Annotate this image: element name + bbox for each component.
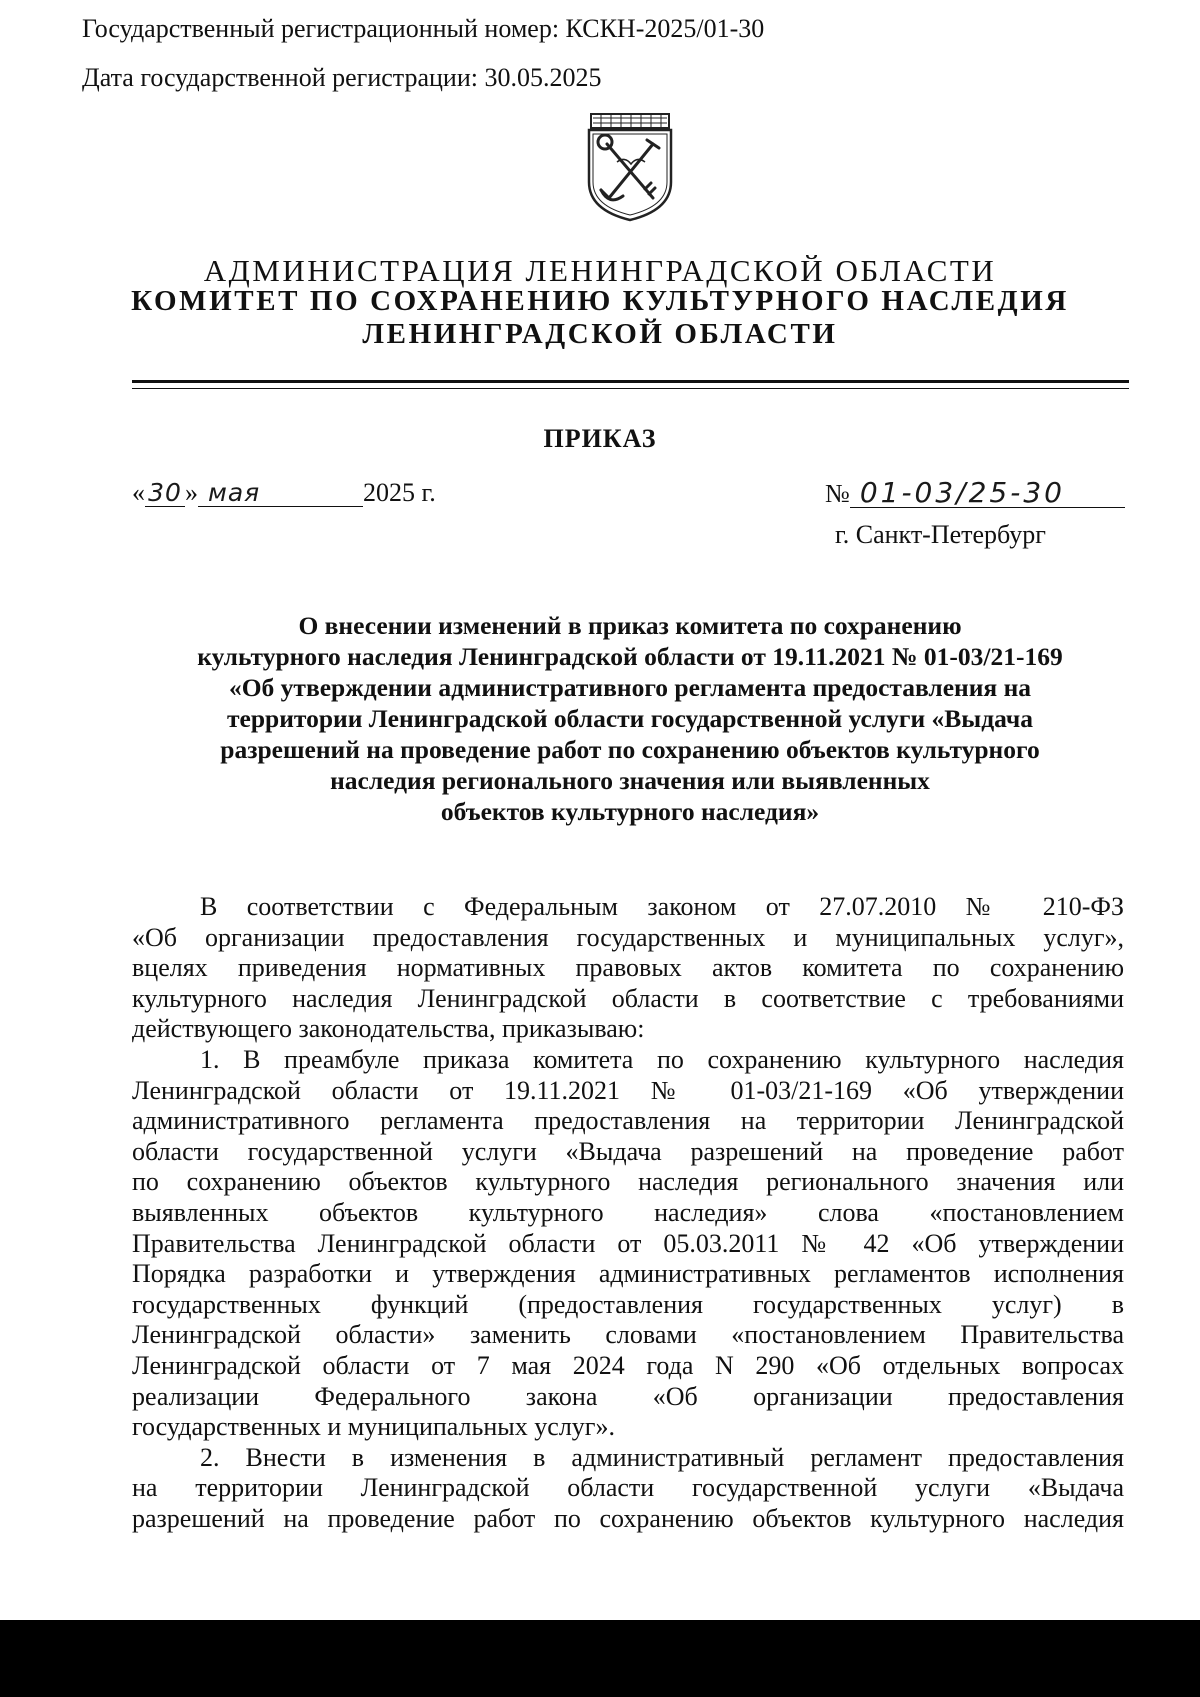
body-line: Правительства Ленинградской области от 05.03.2011 № 42 «Об утверждении: [132, 1228, 1124, 1258]
body-line: выявленных объектов культурного наследия» слова «постановлением: [132, 1197, 1124, 1227]
handwritten-day: 30: [145, 480, 185, 507]
body-line: Ленинградской области от 7 мая 2024 года N 290 «Об отдельных вопросах: [132, 1350, 1124, 1380]
body-line: государственных и муниципальных услуг».: [132, 1412, 615, 1442]
handwritten-month: мая: [198, 480, 363, 507]
body-line: культурного наследия Ленинградской области в соответствие с требованиями: [132, 983, 1124, 1013]
body-line: на территории Ленинградской области государственной услуги «Выдача: [132, 1473, 1124, 1503]
order-city: г. Санкт-Петербург: [835, 520, 1046, 549]
body-line: государственных функций (предоставления государственных услуг) в: [132, 1289, 1124, 1319]
body-line: по сохранению объектов культурного наследия регионального значения или: [132, 1167, 1124, 1197]
order-body: [132, 892, 1124, 1534]
registration-number: Государственный регистрационный номер: КСКН-2025/01-30: [82, 14, 765, 43]
subject-line: разрешений на проведение работ по сохранению объектов культурного: [220, 735, 1040, 764]
subject-line: объектов культурного наследия»: [440, 797, 820, 826]
header-rule-thin: [132, 388, 1129, 389]
header-rule-thick: [132, 380, 1129, 383]
subject-line: территории Ленинградской области государственной услуги «Выдача: [227, 704, 1033, 733]
subject-line: культурного наследия Ленинградской области от 19.11.2021 № 01-03/21-169: [197, 642, 1063, 671]
body-line: разрешений на проведение работ по сохранению объектов культурного наследия: [132, 1503, 1124, 1533]
subject-line: «Об утверждении административного регламента предоставления на: [228, 673, 1032, 702]
body-line: Ленинградской области от 19.11.2021 № 01-03/21-169 «Об утверждении: [132, 1075, 1124, 1105]
quote-open: «: [132, 478, 145, 507]
body-line: 2. Внести в изменения в административный регламент предоставления: [200, 1442, 1124, 1472]
registration-date: Дата государственной регистрации: 30.05.2025: [82, 63, 602, 92]
item-2-paragraph: [132, 1443, 1124, 1535]
scan-bottom-edge: [0, 1620, 1200, 1697]
body-line: административного регламента предоставления на территории Ленинградской: [132, 1106, 1124, 1136]
preamble-paragraph: [132, 892, 1124, 1045]
order-date: [132, 478, 436, 508]
committee-title: КОМИТЕТ ПО СОХРАНЕНИЮ КУЛЬТУРНОГО НАСЛЕДИЯ: [131, 285, 1069, 317]
body-line: Порядка разработки и утверждения административных регламентов исполнения: [132, 1259, 1124, 1289]
order-year: 2025 г.: [363, 478, 436, 507]
body-line: «Об организации предоставления государственных и муниципальных услуг»,: [132, 922, 1124, 952]
administration-title: АДМИНИСТРАЦИЯ ЛЕНИНГРАДСКОЙ ОБЛАСТИ: [203, 253, 997, 288]
coat-of-arms-icon: [583, 110, 677, 222]
subject-line: О внесении изменений в приказ комитета по сохранению: [298, 611, 962, 640]
body-line: вцелях приведения нормативных правовых актов комитета по сохранению: [132, 953, 1124, 983]
oblast-title: ЛЕНИНГРАДСКОЙ ОБЛАСТИ: [362, 318, 838, 350]
order-subject: [140, 610, 1120, 827]
body-line: В соответствии с Федеральным законом от 27.07.2010 № 210-ФЗ: [200, 892, 1124, 921]
number-label: №: [825, 479, 850, 508]
item-1-paragraph: [132, 1045, 1124, 1443]
body-line: 1. В преамбуле приказа комитета по сохранению культурного наследия: [200, 1044, 1124, 1074]
order-number-line: [825, 478, 1125, 509]
body-line: Ленинградской области» заменить словами «постановлением Правительства: [132, 1320, 1124, 1350]
body-line: области государственной услуги «Выдача разрешений на проведение работ: [132, 1136, 1124, 1166]
body-line: действующего законодательства, приказываю:: [132, 1014, 645, 1044]
body-line: реализации Федерального закона «Об организации предоставления: [132, 1381, 1124, 1411]
subject-line: наследия регионального значения или выявленных: [330, 766, 930, 795]
handwritten-order-number: 01-03/25-30: [850, 478, 1125, 508]
quote-close: »: [185, 478, 198, 507]
order-title: ПРИКАЗ: [543, 424, 657, 453]
